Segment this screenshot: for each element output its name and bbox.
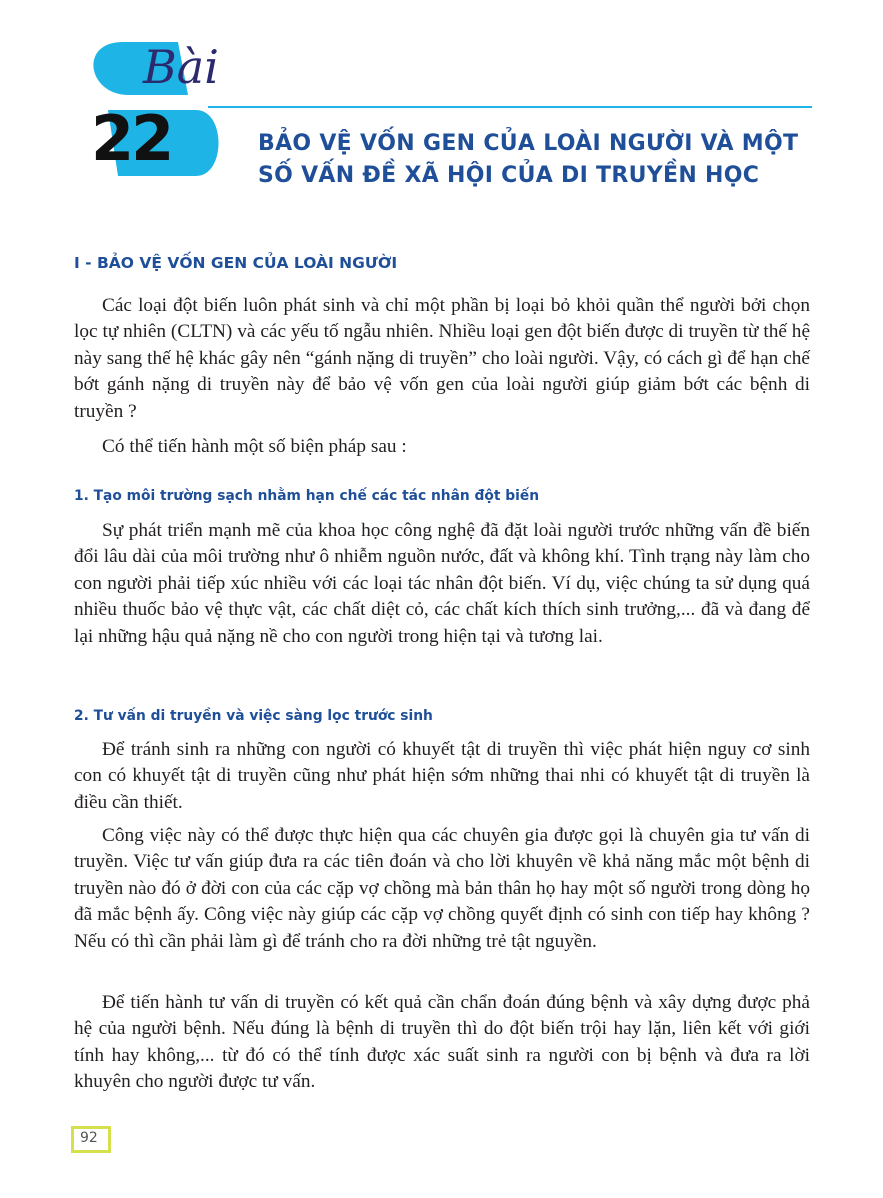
- body-paragraph: Để tránh sinh ra những con người có khuyết tật di truyền thì việc phát hiện nguy cơ sinh con có khuyết tật di truyền cũng như phát hiện sớm những thai nhi có khuyết tật di truyền là điều cần thiết.: [74, 739, 810, 813]
- body-paragraph: Các loại đột biến luôn phát sinh và chỉ một phần bị loại bỏ khỏi quần thể người bởi chọn lọc tự nhiên (CLTN) và các yếu tố ngẫu nhiên. Nhiều loại gen đột biến được di truyền từ thế hệ này sang thế hệ khác gây nên “gánh nặng di truyền” cho loài người. Vậy, có cách gì để hạn chế bớt gánh nặng di truyền này để bảo vệ vốn gen của loài người giúp giảm bớt các bệnh di truyền ?: [74, 295, 810, 422]
- subsection-heading: 2. Tư vấn di truyền và việc sàng lọc trước sinh: [74, 708, 433, 724]
- body-paragraph: Sự phát triển mạnh mẽ của khoa học công nghệ đã đặt loài người trước những vấn đề biến đổi lâu dài của môi trường như ô nhiễm nguồn nước, đất và không khí. Tình trạng này làm cho con người phải tiếp xúc nhiều với các loại tác nhân đột biến. Ví dụ, việc chúng ta sử dụng quá nhiều thuốc bảo vệ thực vật, các chất diệt cỏ, các chất kích thích sinh trưởng,... đã và đang để lại những hậu quả nặng nề cho con người trong hiện tại và tương lai.: [74, 520, 810, 647]
- lesson-title: BẢO VỆ VỐN GEN CỦA LOÀI NGƯỜI VÀ MỘT SỐ VẤN ĐỀ XÃ HỘI CỦA DI TRUYỀN HỌC: [258, 131, 799, 188]
- body-paragraph: Để tiến hành tư vấn di truyền có kết quả cần chẩn đoán đúng bệnh và xây dựng được phả hệ của người bệnh. Nếu đúng là bệnh di truyền thì do đột biến trội hay lặn, liên kết với giới tính hay không,... từ đó có thể tính được xác suất sinh ra người con bị bệnh và đưa ra lời khuyên cho người được tư vấn.: [74, 992, 810, 1093]
- body-paragraph: Công việc này có thể được thực hiện qua các chuyên gia được gọi là chuyên gia tư vấn di truyền. Việc tư vấn giúp đưa ra các tiên đoán và cho lời khuyên về khả năng mắc một bệnh di truyền nào đó ở đời con của các cặp vợ chồng mà bản thân họ hay một số người trong dòng họ đã mắc bệnh ấy. Công việc này giúp các cặp vợ chồng quyết định có sinh con tiếp hay không ? Nếu có thì cần phải làm gì để tránh cho ra đời những trẻ tật nguyền.: [74, 825, 810, 952]
- lesson-word: Bài: [143, 40, 219, 94]
- subsection-heading: 1. Tạo môi trường sạch nhằm hạn chế các tác nhân đột biến: [74, 488, 540, 504]
- page-number: 92: [80, 1130, 98, 1146]
- lesson-number: 22: [91, 102, 172, 175]
- title-divider: [208, 106, 812, 108]
- section-heading: I - BẢO VỆ VỐN GEN CỦA LOÀI NGƯỜI: [74, 254, 398, 272]
- body-paragraph: Có thể tiến hành một số biện pháp sau :: [102, 436, 407, 457]
